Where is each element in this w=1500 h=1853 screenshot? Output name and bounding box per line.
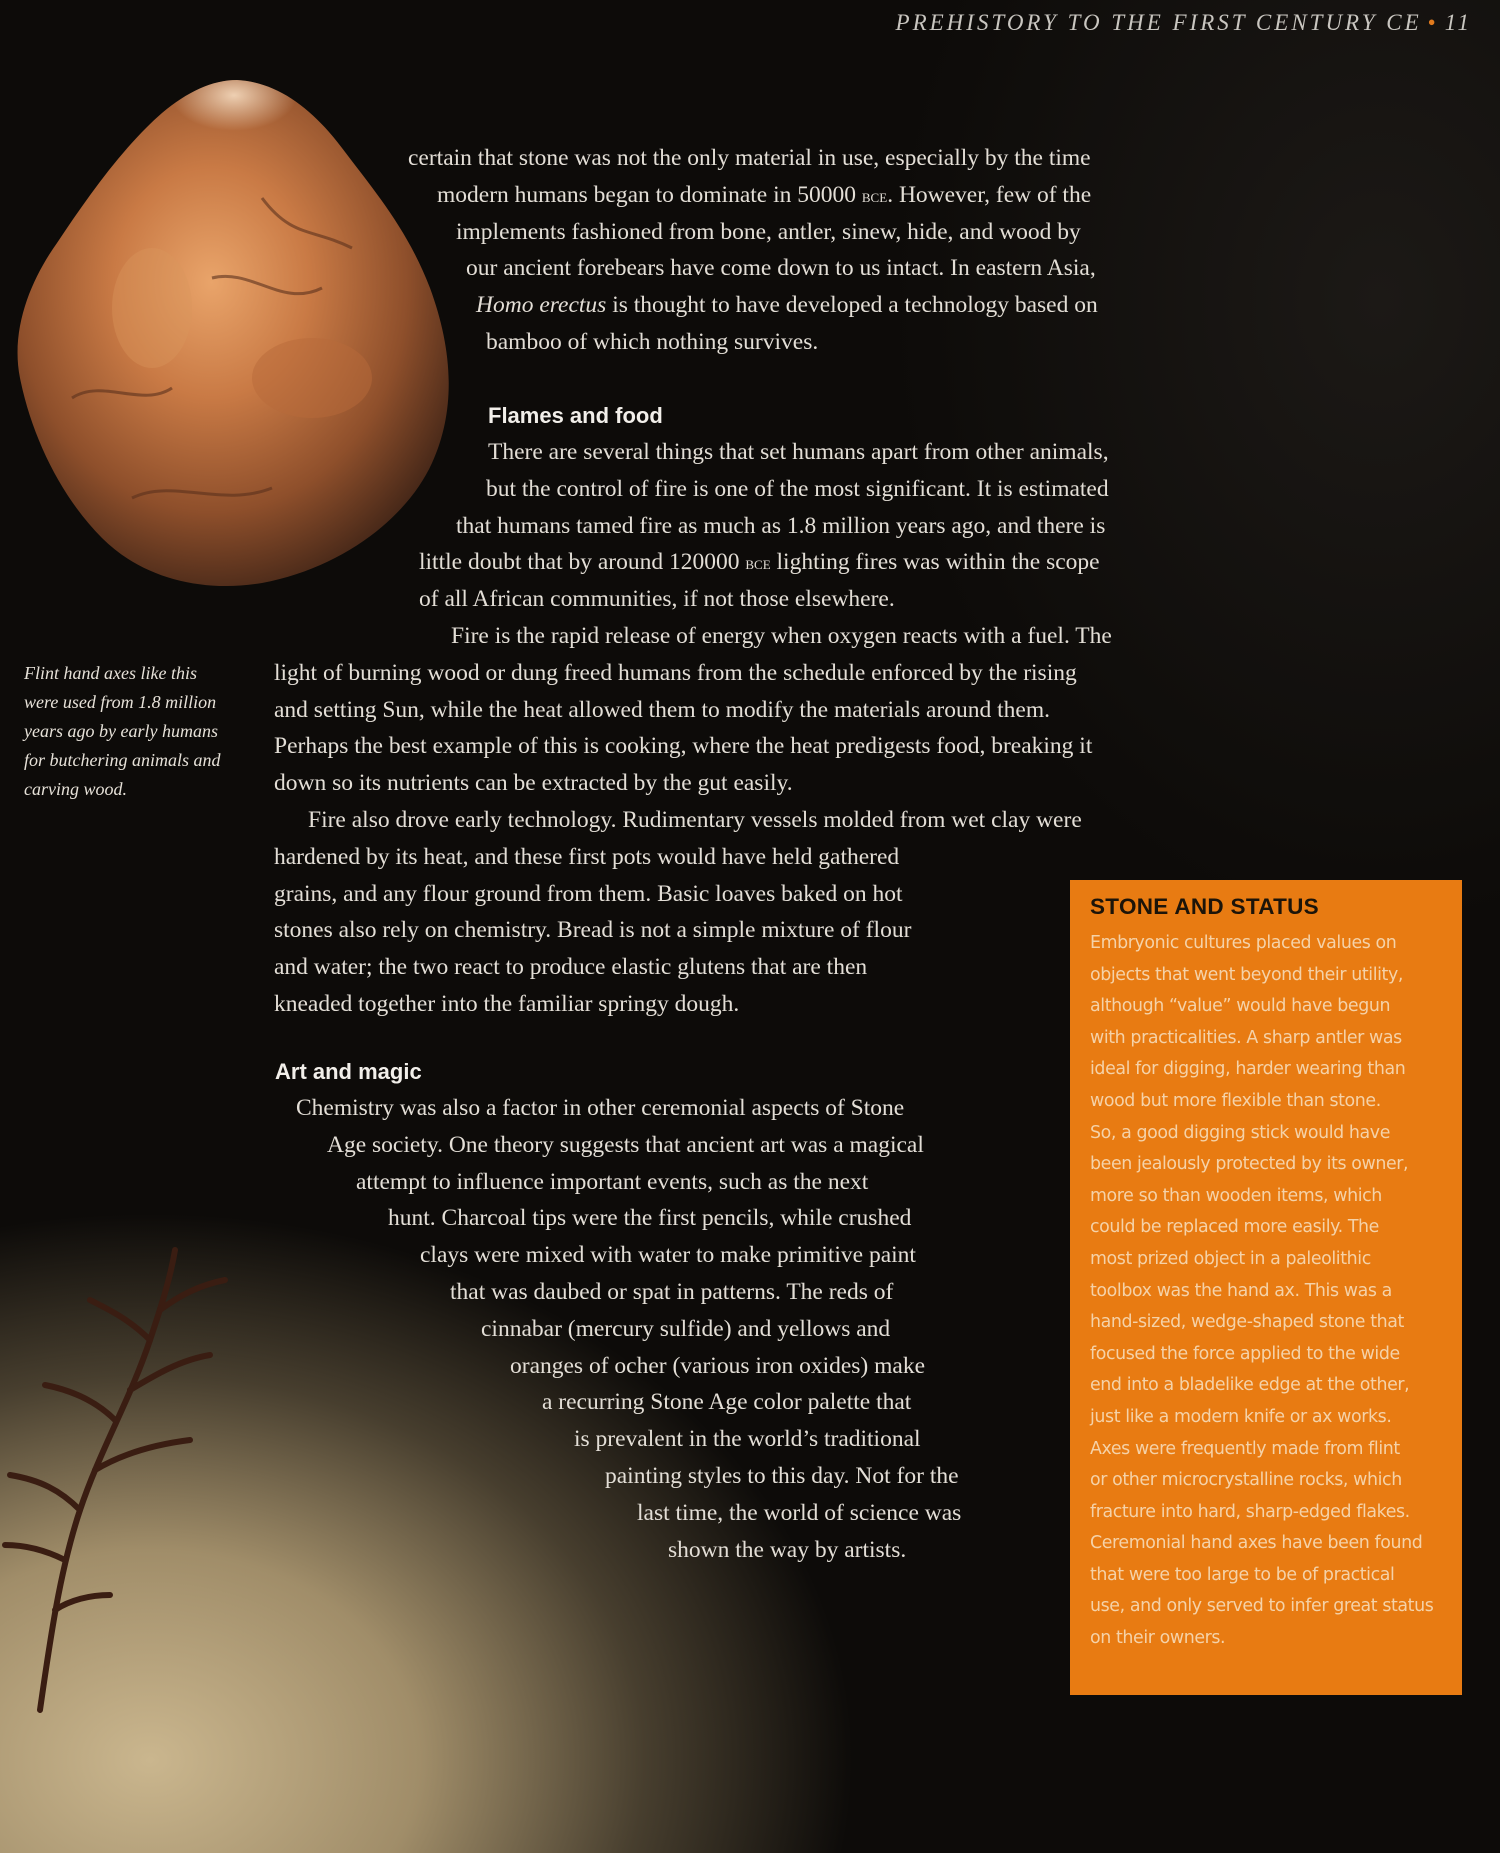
text-line: cinnabar (mercury sulfide) and yellows and bbox=[481, 1315, 891, 1342]
text-line bbox=[0, 544, 1112, 581]
section-art-body bbox=[0, 1090, 961, 1568]
sidebar-line: that were too large to be of practical bbox=[1090, 1564, 1395, 1585]
text-line: There are several things that set humans apart from other animals, bbox=[488, 439, 1109, 465]
text-line: and setting Sun, while the heat allowed them to modify the materials around them. bbox=[274, 696, 1050, 723]
text-span: . However, few of the bbox=[887, 181, 1092, 208]
text-line: last time, the world of science was bbox=[637, 1499, 962, 1526]
text-line: Age society. One theory suggests that ancient art was a magical bbox=[327, 1131, 924, 1158]
era-abbreviation: bce bbox=[861, 185, 888, 207]
sidebar-line: wood but more flexible than stone. bbox=[1090, 1090, 1381, 1111]
text-line: oranges of ocher (various iron oxides) make bbox=[510, 1352, 926, 1379]
sidebar-line: Axes were frequently made from flint bbox=[1090, 1438, 1400, 1459]
text-line: that was daubed or spat in patterns. The reds of bbox=[450, 1278, 894, 1305]
text-span: lighting fires was within the scope bbox=[770, 549, 1100, 576]
text-line: Perhaps the best example of this is cooking, where the heat predigests food, breaking it bbox=[274, 733, 1093, 760]
text-line: Chemistry was also a factor in other ceremonial aspects of Stone bbox=[296, 1095, 905, 1121]
sidebar-line: more so than wooden items, which bbox=[1090, 1185, 1382, 1206]
text-line: a recurring Stone Age color palette that bbox=[542, 1389, 912, 1416]
sidebar-line: although “value” would have begun bbox=[1090, 996, 1391, 1017]
sidebar-line: ideal for digging, harder wearing than bbox=[1090, 1059, 1406, 1080]
sidebar-line: fracture into hard, sharp-edged flakes. bbox=[1090, 1501, 1410, 1522]
sidebar-line: toolbox was the hand ax. This was a bbox=[1090, 1280, 1392, 1301]
sidebar-line: Ceremonial hand axes have been found bbox=[1090, 1533, 1423, 1554]
text-line: certain that stone was not the only material in use, especially by the time bbox=[408, 145, 1091, 171]
caption-line: Flint hand axes like this bbox=[24, 663, 197, 683]
running-head bbox=[700, 10, 1472, 36]
caption-line: carving wood. bbox=[24, 779, 127, 799]
text-line: kneaded together into the familiar springy dough. bbox=[274, 990, 740, 1017]
text-span: modern humans began to dominate in 50000 bbox=[437, 181, 862, 208]
text-line: stones also rely on chemistry. Bread is not a simple mixture of flour bbox=[274, 917, 912, 944]
sidebar-line: hand-sized, wedge-shaped stone that bbox=[1090, 1312, 1404, 1333]
text-line: Fire is the rapid release of energy when oxygen reacts with a fuel. The bbox=[451, 622, 1112, 649]
text-line: that humans tamed fire as much as 1.8 million years ago, and there is bbox=[456, 512, 1106, 539]
section-flames-body bbox=[0, 434, 1112, 1023]
text-span: is thought to have developed a technology based on bbox=[606, 292, 1098, 319]
running-head-title: PREHISTORY TO THE FIRST CENTURY CE bbox=[895, 10, 1422, 35]
sidebar-line: end into a bladelike edge at the other, bbox=[1090, 1375, 1410, 1396]
text-line: and water; the two react to produce elastic glutens that are then bbox=[274, 954, 868, 981]
sidebar-line: most prized object in a paleolithic bbox=[1090, 1248, 1371, 1269]
sidebar-line: Embryonic cultures placed values on bbox=[1090, 933, 1397, 953]
sidebar-text bbox=[1090, 928, 1442, 1655]
text-line: of all African communities, if not those elsewhere. bbox=[419, 586, 895, 613]
text-line bbox=[0, 287, 1098, 324]
sidebar-line: been jealously protected by its owner, bbox=[1090, 1154, 1409, 1175]
era-abbreviation: bce bbox=[745, 553, 771, 575]
caption-line: for butchering animals and bbox=[24, 750, 221, 770]
sidebar-line: just like a modern knife or ax works. bbox=[1090, 1406, 1392, 1427]
sidebar-line: objects that went beyond their utility, bbox=[1090, 964, 1403, 985]
text-line: down so its nutrients can be extracted by the gut easily. bbox=[274, 770, 793, 797]
text-line: is prevalent in the world’s traditional bbox=[574, 1426, 921, 1453]
text-line: implements fashioned from bone, antler, sinew, hide, and wood by bbox=[456, 218, 1081, 245]
running-head-separator: • bbox=[1427, 10, 1439, 35]
text-line: attempt to influence important events, such as the next bbox=[356, 1168, 869, 1195]
sidebar-line: on their owners. bbox=[1090, 1628, 1226, 1649]
sidebar-line: or other microcrystalline rocks, which bbox=[1090, 1470, 1402, 1491]
page-number: 11 bbox=[1444, 10, 1472, 35]
text-line: our ancient forebears have come down to us intact. In eastern Asia, bbox=[466, 255, 1096, 282]
text-line: grains, and any flour ground from them. Basic loaves baked on hot bbox=[274, 880, 903, 907]
sidebar-line: use, and only served to infer great status bbox=[1090, 1596, 1434, 1617]
intro-paragraph bbox=[0, 140, 1098, 361]
heading-art-and-magic: Art and magic bbox=[275, 1059, 422, 1084]
text-line: shown the way by artists. bbox=[668, 1536, 907, 1563]
text-line: but the control of fire is one of the most significant. It is estimated bbox=[486, 475, 1109, 502]
species-name: Homo erectus bbox=[476, 292, 607, 319]
text-line: painting styles to this day. Not for the bbox=[605, 1462, 959, 1489]
text-line bbox=[0, 177, 1098, 214]
caption-line: years ago by early humans bbox=[24, 721, 218, 741]
sidebar-line: So, a good digging stick would have bbox=[1090, 1122, 1390, 1143]
text-line: clays were mixed with water to make primitive paint bbox=[420, 1242, 916, 1269]
caption-line: were used from 1.8 million bbox=[24, 692, 217, 712]
sidebar-line: focused the force applied to the wide bbox=[1090, 1343, 1400, 1364]
text-span: little doubt that by around 120000 bbox=[419, 549, 746, 576]
text-line: light of burning wood or dung freed humans from the schedule enforced by the rising bbox=[274, 659, 1077, 686]
text-line: bamboo of which nothing survives. bbox=[486, 328, 819, 355]
text-line: hunt. Charcoal tips were the first pencils, while crushed bbox=[388, 1205, 912, 1232]
sidebar-title: STONE AND STATUS bbox=[1090, 894, 1319, 919]
text-line: Fire also drove early technology. Rudimentary vessels molded from wet clay were bbox=[308, 806, 1082, 833]
sidebar-line: could be replaced more easily. The bbox=[1090, 1217, 1379, 1238]
text-line: hardened by its heat, and these first pots would have held gathered bbox=[274, 843, 900, 870]
sidebar-line: with practicalities. A sharp antler was bbox=[1090, 1027, 1402, 1048]
heading-flames-and-food: Flames and food bbox=[488, 403, 663, 428]
sidebar-stone-and-status bbox=[1070, 880, 1462, 1695]
